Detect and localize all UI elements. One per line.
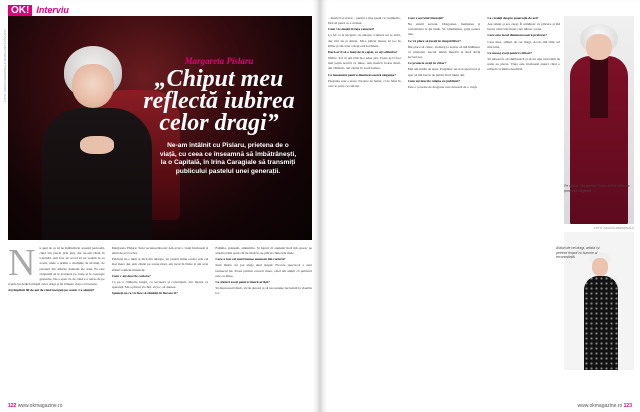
body-paragraph: Eleganța este o stare. Nu ține de haine, ci de felul în care te porți cu ceilalți. bbox=[328, 78, 401, 88]
body-paragraph: Sunt multe, nu pot alege unul singur. Fiecare spectacol a avut farmecul lui. Poate primul concert mare, când am simțit că publicul este cu mine. bbox=[215, 263, 312, 278]
body-paragraph: Este o poveste de dragoste care durează de o viață. bbox=[407, 84, 478, 89]
page-header bbox=[8, 4, 312, 16]
subject-face bbox=[72, 64, 114, 108]
body-paragraph: Are talent și are curaj. Îi urmăresc cu plăcere și mă bucur când văd tineri care iubesc scena. bbox=[487, 22, 560, 32]
body-paragraph: Margareta Pîslaru: Sunt recunoscătoare! Am avut o viață frumoasă și plină de provocări. bbox=[111, 246, 209, 256]
portrait-face bbox=[586, 34, 612, 60]
body-paragraph: u sunt de ce să ne întâlnim în această perioadă, când am plecat prin țară, dar ne-am văzut în Capitală. Am fost de acord să ne vedem la ea acasă, unde a primit o mulțime de invitați, de prieteni din diferite domenii ale artei. Ea este obișnuită să le aranjeze pe toate și le cunoaște gusturile. Ne-a spus că, de când s-a retras de pe scenă, își dedică timpul celor dragi și își trăiește viața cu bucurie. bbox=[8, 246, 105, 287]
interview-question: Cum ați descrie relația cu publicul? bbox=[407, 78, 461, 83]
stage-face bbox=[592, 258, 608, 276]
left-body-columns bbox=[8, 246, 312, 394]
body-paragraph: Ca pe o călătorie lungă, cu urcușuri și coborâșuri, dar mereu cu speranță. Mi-a plăcut să cânt, să joc, să dansez. bbox=[111, 279, 209, 290]
interview-question: Cum vă simțiți în fața camerei? bbox=[328, 27, 375, 32]
magazine-logo: OK! bbox=[8, 5, 32, 16]
interview-question: Ați împlinit 80 de ani de când mergeți pe scenă. Ce simțiți? bbox=[8, 288, 95, 293]
body-column-1 bbox=[8, 246, 105, 394]
body-paragraph: Nu există secrete. Dragostea, bunătatea și curiozitatea te țin tânăr. Și, bineînțeles, grija pentru tine. bbox=[407, 22, 481, 37]
interview-question: Cum v-ați descrie cariera? bbox=[111, 273, 151, 278]
interview-question: Ce înseamnă pentru dumneavoastră eleganța? bbox=[328, 72, 396, 77]
right-page bbox=[320, 0, 640, 412]
interview-question: Ce mesaj aveți pentru cititori? bbox=[487, 50, 533, 55]
photo-caption-top: Pe scenă, Margareta Pîslaru a fost mereu o prezență elegantă. bbox=[564, 184, 630, 193]
interview-question: Ce proiecte aveți în viitor? bbox=[407, 61, 447, 66]
interview-question: Dacă ar fi să o luați de la capăt, ce ați schimba? bbox=[328, 49, 398, 54]
body-column-2 bbox=[112, 246, 209, 394]
right-body-columns bbox=[328, 16, 560, 392]
hero-photo bbox=[8, 16, 312, 240]
photo-credit-vertical: FOTO: ARHIVA PERSONALĂ MARGARETA PÎSLARU bbox=[3, 29, 7, 102]
article-deck: Ne-am întâlnit cu Pîslaru, prietena de o viață, cu ceea ce înseamnă să îmbătrânești, la o Capitală, în Irina Caragiale să transmiți publicului pastelul unei generații. bbox=[159, 142, 297, 175]
body-paragraph: La fel ca la început: cu emoție. Camera nu te iartă, dar nici nu te minte. Mi-a plăcut mereu să joc în filme și am avut colegi extraordinari. bbox=[328, 33, 401, 48]
body-column-5 bbox=[408, 16, 481, 392]
body-paragraph: Casa mea, alături de cei dragi. Acolo mă simt cel mai bine. bbox=[487, 39, 560, 49]
interview-question: Care a fost cel mai frumos moment din carieră? bbox=[215, 257, 286, 262]
body-paragraph: Îmi place să citesc, să merg la teatru, să mă întâlnesc cu prietenii. Ascult multă muzică și încă învăț lucruri noi. bbox=[407, 44, 481, 60]
interview-question: Care e secretul tinereții? bbox=[407, 16, 444, 20]
body-paragraph: Familia, prietenii, amintirile. Și faptul că oamenii încă mă opresc pe stradă și îmi spun cât de mult le-au plăcut cântecele mele. bbox=[215, 246, 312, 256]
body-paragraph: – muzică și teatru – pentru a ține pasul cu vremurile, fără să pierd ce e al meu. bbox=[328, 16, 401, 26]
article-headline: „Chiput meu reflectă iubirea celor dragi” bbox=[143, 66, 295, 136]
interview-question: Care este locul dumneavoastră preferat? bbox=[487, 33, 547, 38]
page-number-right: www.okmagazine.ro 123 bbox=[577, 403, 632, 409]
section-label: Interviu bbox=[36, 5, 69, 15]
body-column-6 bbox=[487, 16, 560, 392]
portrait-scarf bbox=[590, 58, 608, 118]
interview-question: Ce vă place să faceți în timpul liber? bbox=[407, 38, 462, 43]
article-kicker: Margareta Pîslaru bbox=[184, 56, 254, 66]
body-column-4 bbox=[328, 16, 401, 392]
interview-question: Spuneți-ne ce vă face să zâmbiți în fiecare zi? bbox=[111, 291, 178, 296]
interview-question: Ce sfaturi aveți pentru tinerii artiști? bbox=[215, 279, 270, 284]
interview-question: Ce credeți despre generația de azi? bbox=[487, 16, 539, 20]
photo-credit: FOTO: ARHIVĂ PERSONALĂ bbox=[593, 226, 634, 230]
body-paragraph: Să iubească, să zâmbească și să nu uite niciodată de unde au plecat. Viața este frumoasă atunci când o trăiești cu inima deschisă. bbox=[487, 57, 560, 72]
photo-caption-bottom: Alături de cei dragi, artista își petrece timpul cu bucurie și recunoștință. bbox=[556, 246, 600, 260]
dress-pattern bbox=[584, 276, 618, 370]
drop-cap: N bbox=[8, 246, 36, 284]
body-paragraph: Mai am multe de spus. Pregătesc un nou spectacol și sper să mă bucur de public încă mulți ani. bbox=[407, 67, 481, 77]
body-paragraph: Să muncească mult, să fie sinceri și să nu renunțe niciodată la visurile lor. bbox=[215, 286, 312, 296]
subject-hand bbox=[80, 136, 114, 154]
body-column-3 bbox=[215, 246, 312, 394]
body-paragraph: Publicul m-a iubit și încă mă iubește, iar pentru mine acesta este cel mai mare dar. Am cântat pe scene mari, am jucat în filme și am avut alături oameni minunați. bbox=[111, 257, 209, 272]
page-number-left: 122 www.okmagazine.ro bbox=[8, 403, 63, 409]
body-paragraph: Nimic. Tot ce am trăit m-a adus aici. Poate aș fi fost mai puțin severă cu mine. Am muncit foarte mult, am călătorit, am cântat în toată lumea. bbox=[328, 56, 401, 71]
